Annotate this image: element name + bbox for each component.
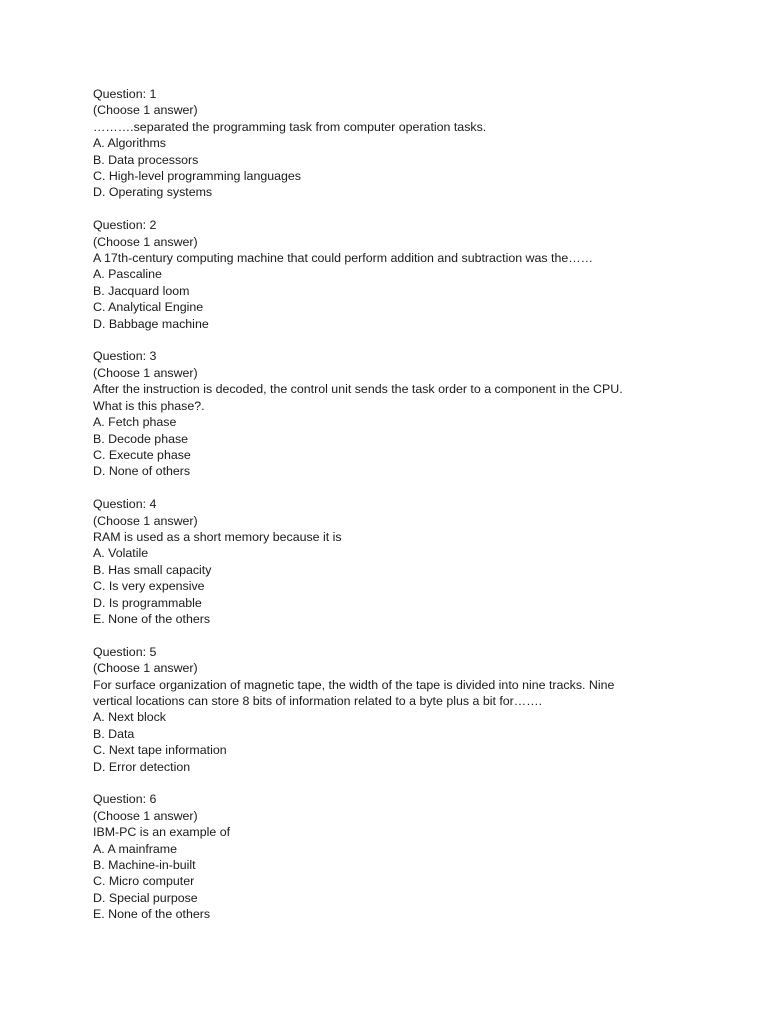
answer-option: E. None of the others (93, 907, 211, 922)
question-prompt: ……….separated the programming task from computer operation tasks. (93, 119, 487, 134)
question-block (93, 644, 693, 775)
question-block (93, 496, 693, 627)
question-prompt: For surface organization of magnetic tape, the width of the tape is divided into nine tracks. Nine vertical locations can store 8 bits of information related to a byte plus a bit for……. (93, 677, 615, 708)
question-title: Question: 2 (93, 218, 157, 233)
answer-option: D. Operating systems (93, 185, 213, 200)
question-title: Question: 5 (93, 644, 157, 659)
answer-option: D. Error detection (93, 759, 191, 774)
answer-option: B. Decode phase (93, 431, 189, 446)
answer-option: C. Analytical Engine (93, 300, 204, 315)
answer-option: A. Pascaline (93, 267, 162, 282)
question-prompt: IBM-PC is an example of (93, 825, 231, 840)
answer-option: C. Is very expensive (93, 579, 205, 594)
question-prompt: A 17th-century computing machine that could perform addition and subtraction was the…… (93, 251, 594, 266)
answer-option: B. Data processors (93, 152, 199, 167)
answer-option: A. Algorithms (93, 136, 166, 151)
answer-option: C. Next tape information (93, 743, 227, 758)
answer-option: B. Jacquard loom (93, 283, 190, 298)
answer-option: A. Volatile (93, 546, 149, 561)
answer-option: B. Data (93, 726, 135, 741)
question-instruction: (Choose 1 answer) (93, 365, 198, 380)
answer-option: D. Babbage machine (93, 316, 209, 331)
answer-option: A. Fetch phase (93, 415, 177, 430)
question-prompt: RAM is used as a short memory because it is (93, 529, 342, 544)
answer-option: B. Machine-in-built (93, 858, 196, 873)
question-prompt: After the instruction is decoded, the control unit sends the task order to a component in the CPU. What is this phase?. (93, 382, 623, 413)
answer-option: C. Micro computer (93, 874, 195, 889)
answer-option: C. High-level programming languages (93, 169, 301, 184)
answer-option: E. None of the others (93, 611, 211, 626)
question-title: Question: 6 (93, 792, 157, 807)
answer-option: D. Special purpose (93, 890, 198, 905)
question-title: Question: 3 (93, 349, 157, 364)
question-block (93, 348, 693, 479)
question-instruction: (Choose 1 answer) (93, 103, 198, 118)
question-title: Question: 1 (93, 87, 157, 101)
question-block (93, 791, 693, 922)
answer-option: C. Execute phase (93, 447, 191, 462)
question-instruction: (Choose 1 answer) (93, 808, 198, 823)
question-document (93, 86, 693, 939)
answer-option: A. Next block (93, 710, 166, 725)
question-block (93, 217, 693, 332)
question-title: Question: 4 (93, 497, 157, 512)
answer-option: B. Has small capacity (93, 562, 212, 577)
question-instruction: (Choose 1 answer) (93, 234, 198, 249)
question-instruction: (Choose 1 answer) (93, 661, 198, 676)
question-instruction: (Choose 1 answer) (93, 513, 198, 528)
answer-option: D. Is programmable (93, 595, 202, 610)
answer-option: D. None of others (93, 464, 191, 479)
answer-option: A. A mainframe (93, 841, 178, 856)
question-block (93, 86, 693, 201)
